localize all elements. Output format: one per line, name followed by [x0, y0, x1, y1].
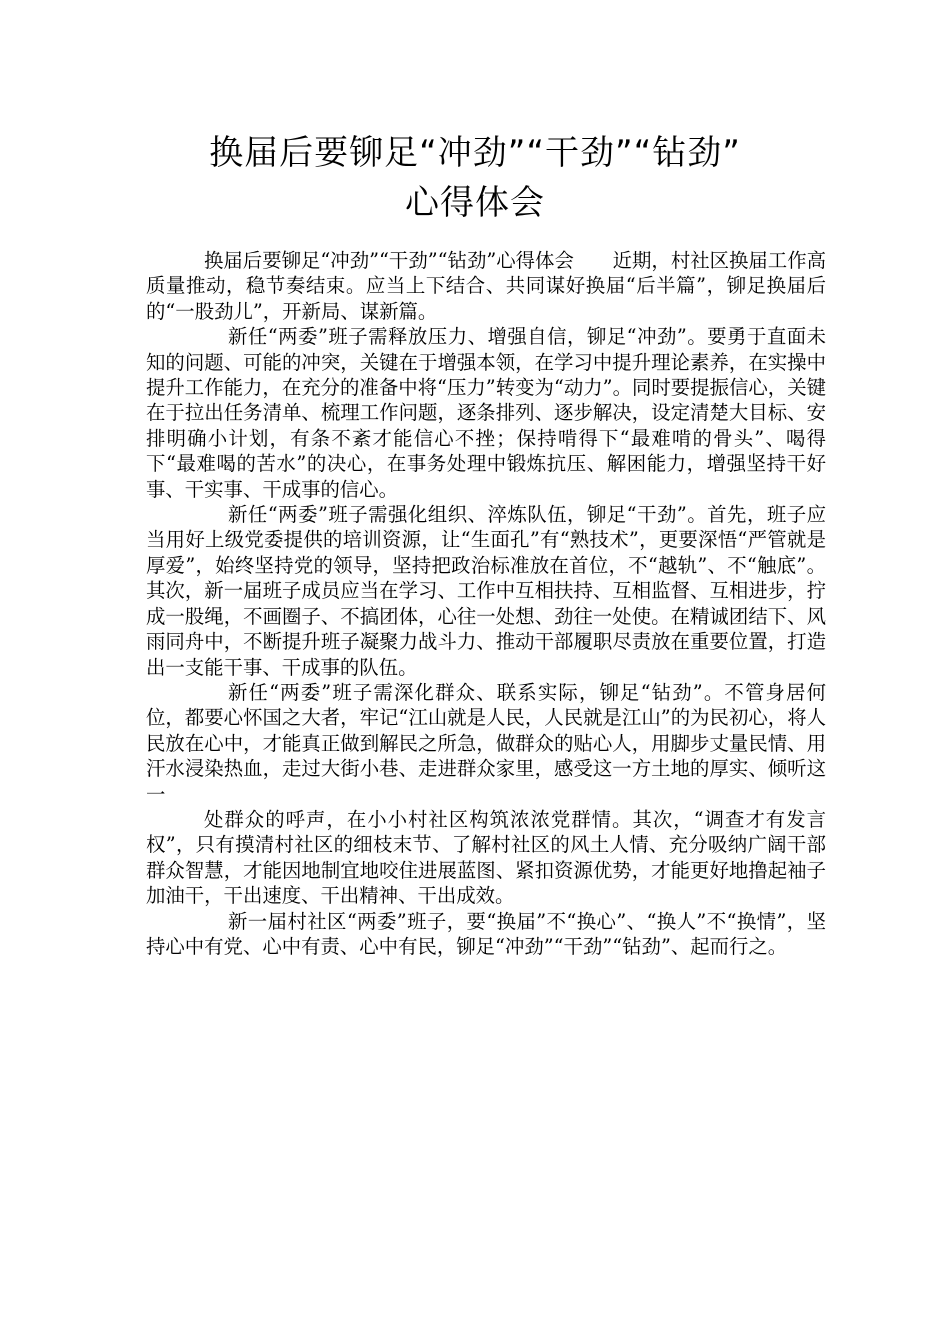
paragraph-conclusion: 新一届村社区“两委”班子，要“换届”不“换心”、“换人”不“换情”，坚持心中有党、心中有责、心中有民，铆足“冲劲”“干劲”“钻劲”、起而行之。	[146, 909, 826, 958]
document-title-line-2: 心得体会	[405, 183, 545, 223]
paragraph-zuanjin-continued: 处群众的呼声，在小小村社区构筑浓浓党群情。其次，“调查才有发言权”，只有摸清村社区的细枝末节、了解村社区的风土人情、充分吸纳广阔干部群众智慧，才能因地制宜地咬住进展蓝图、紧扣资源优势，才能更好地撸起袖子加油干，干出速度、干出精神、干出成效。	[146, 807, 826, 908]
paragraph-ganjin: 新任“两委”班子需强化组织、淬炼队伍，铆足“干劲”。首先，班子应当用好上级党委提供的培训资源，让“生面孔”有“熟技术”，更要深悟“严管就是厚爱”，始终坚持党的领导，坚持把政治标准放在首位，不“越轨”、不“触底”。其次，新一届班子成员应当在学习、工作中互相扶持、互相监督、互相进步，拧成一股绳，不画圈子、不搞团体，心往一处想、劲往一处使。在精诚团结下、风雨同舟中，不断提升班子凝聚力战斗力、推动干部履职尽责放在重要位置，打造出一支能干事、干成事的队伍。	[146, 503, 826, 679]
paragraph-chongjin: 新任“两委”班子需释放压力、增强自信，铆足“冲劲”。要勇于直面未知的问题、可能的冲突，关键在于增强本领，在学习中提升理论素养，在实操中提升工作能力，在充分的准备中将“压力”转变为“动力”。同时要提振信心，关键在于拉出任务清单、梳理工作问题，逐条排列、逐步解决，设定清楚大目标、安排明确小计划，有条不紊才能信心不挫；保持啃得下“最难啃的骨头”、喝得下“最难喝的苦水”的决心，在事务处理中锻炼抗压、解困能力，增强坚持干好事、干实事、干成事的信心。	[146, 325, 826, 501]
document-title-line-1: 换届后要铆足“冲劲”“干劲”“钻劲”	[209, 133, 741, 173]
document-body	[146, 248, 826, 959]
paragraph-intro: 换届后要铆足“冲劲”“干劲”“钻劲”心得体会 近期，村社区换届工作高质量推动，稳节奏结束。应当上下结合、共同谋好换届“后半篇”，铆足换届后的“一股劲儿”，开新局、谋新篇。	[146, 249, 826, 323]
paragraph-zuanjin: 新任“两委”班子需深化群众、联系实际，铆足“钻劲”。不管身居何位，都要心怀国之大者，牢记“江山就是人民，人民就是江山”的为民初心，将人民放在心中，才能真正做到解民之所急，做群众的贴心人，用脚步丈量民情、用汗水浸染热血，走过大街小巷、走进群众家里，感受这一方土地的厚实、倾听这一	[146, 680, 826, 806]
